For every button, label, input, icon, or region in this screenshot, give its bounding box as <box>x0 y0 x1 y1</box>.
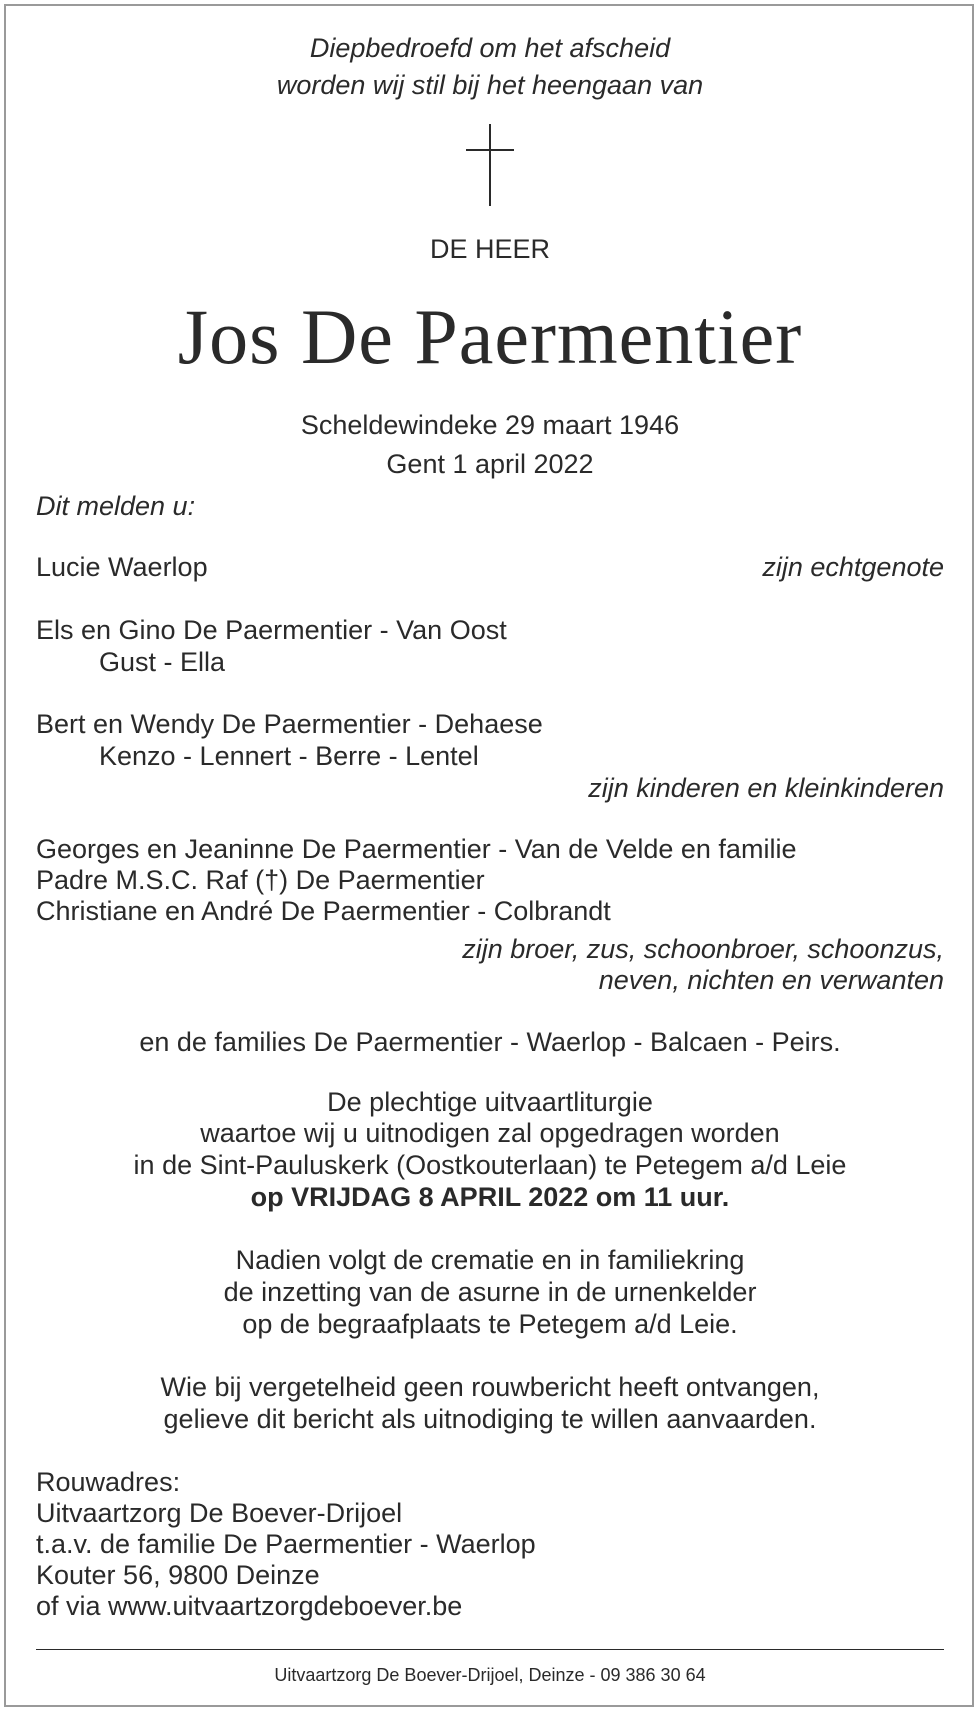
grandchildren-1: Gust - Ella <box>99 647 226 677</box>
cross-icon <box>466 124 514 206</box>
cremation-line-3: op de begraafplaats te Petegem a/d Leie. <box>242 1309 738 1339</box>
title-prefix: DE HEER <box>429 234 551 264</box>
deceased-name: Jos De Paermentier <box>177 293 803 380</box>
footer-divider <box>36 1649 944 1650</box>
address-line-3: Kouter 56, 9800 Deinze <box>36 1560 320 1590</box>
birth-line: Scheldewindeke 29 maart 1946 <box>300 410 680 440</box>
child-family-2: Bert en Wendy De Paermentier - Dehaese <box>36 709 543 739</box>
address-label: Rouwadres: <box>36 1467 181 1497</box>
sibling-1: Georges en Jeaninne De Paermentier - Van de Velde en familie <box>36 834 797 864</box>
cremation-line-2: de inzetting van de asurne in de urnenkelder <box>223 1277 757 1307</box>
death-line: Gent 1 april 2022 <box>386 449 594 479</box>
footer-text: Uitvaartzorg De Boever-Drijoel, Deinze - 09 386 30 64 <box>274 1665 706 1685</box>
announcers-intro: Dit melden u: <box>36 491 196 521</box>
intro-line-2: worden wij stil bij het heengaan van <box>276 70 704 100</box>
siblings-relation-1: zijn broer, zus, schoonbroer, schoonzus, <box>462 934 944 964</box>
sibling-2: Padre M.S.C. Raf (†) De Paermentier <box>36 865 485 895</box>
ceremony-line-1: De plechtige uitvaartliturgie <box>327 1087 653 1117</box>
children-relation: zijn kinderen en kleinkinderen <box>588 773 944 803</box>
grandchildren-2: Kenzo - Lennert - Berre - Lentel <box>99 741 479 771</box>
address-line-2: t.a.v. de familie De Paermentier - Waerlop <box>36 1529 536 1559</box>
intro-line-1: Diepbedroefd om het afscheid <box>309 33 671 63</box>
address-line-1: Uitvaartzorg De Boever-Drijoel <box>36 1498 403 1528</box>
extended-families: en de families De Paermentier - Waerlop - Balcaen - Peirs. <box>139 1027 841 1057</box>
child-family-1: Els en Gino De Paermentier - Van Oost <box>36 615 507 645</box>
notice-line-2: gelieve dit bericht als uitnodiging te willen aanvaarden. <box>163 1404 817 1434</box>
spouse-relation: zijn echtgenote <box>762 552 944 582</box>
ceremony-line-3: in de Sint-Pauluskerk (Oostkouterlaan) te Petegem a/d Leie <box>133 1150 847 1180</box>
spouse-name: Lucie Waerlop <box>36 552 208 582</box>
ceremony-line-2: waartoe wij u uitnodigen zal opgedragen worden <box>200 1118 780 1148</box>
cremation-line-1: Nadien volgt de crematie en in familiekring <box>235 1245 745 1275</box>
notice-line-1: Wie bij vergetelheid geen rouwbericht heeft ontvangen, <box>160 1372 820 1402</box>
siblings-relation-2: neven, nichten en verwanten <box>598 965 944 995</box>
sibling-3: Christiane en André De Paermentier - Colbrandt <box>36 896 611 926</box>
address-line-4[interactable]: of via www.uitvaartzorgdeboever.be <box>36 1591 463 1621</box>
ceremony-date: op VRIJDAG 8 APRIL 2022 om 11 uur. <box>250 1182 730 1212</box>
